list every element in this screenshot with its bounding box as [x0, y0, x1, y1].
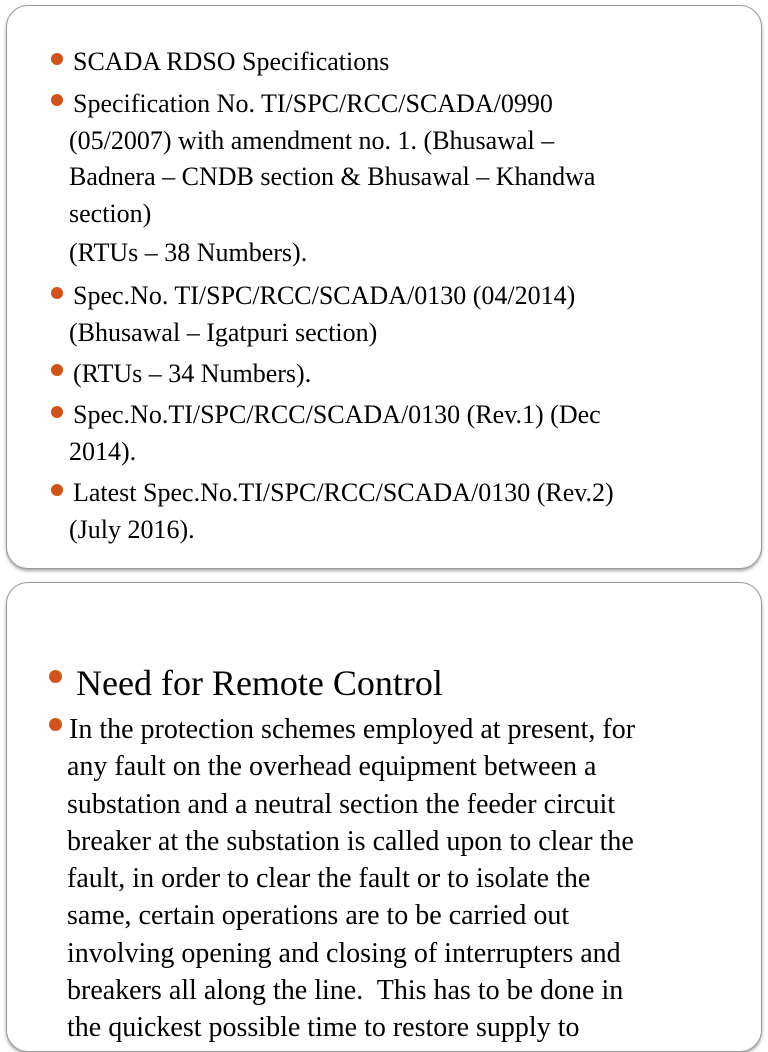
bullet-6-line-2: (July 2016). — [69, 514, 195, 544]
bullet-dot-icon — [51, 406, 63, 418]
bullet-dot-icon — [51, 364, 63, 376]
bullet-6-line-1: Latest Spec.No.TI/SPC/RCC/SCADA/0130 (Rev.2) — [73, 478, 614, 507]
paragraph-line-8: breakers all along the line. This has to be done in — [67, 975, 624, 1007]
bullet-5-text — [69, 397, 601, 470]
slide-1-panel — [6, 5, 762, 569]
bullet-2-text — [69, 86, 595, 232]
bullet-dot-icon — [51, 287, 63, 299]
paragraph-line-5: fault, in order to clear the fault or to isolate the — [67, 863, 591, 895]
bullet-5-line-1: Spec.No.TI/SPC/RCC/SCADA/0130 (Rev.1) (Dec — [73, 400, 601, 429]
bullet-5-line-2: 2014). — [69, 436, 137, 466]
slide-2-heading: Need for Remote Control — [76, 663, 443, 703]
bullet-2-line-2: (05/2007) with amendment no. 1. (Bhusawal – — [69, 125, 555, 155]
bullet-dot-icon — [51, 94, 63, 106]
bullet-2-line-3: Badnera – CNDB section & Bhusawal – Khandwa — [69, 162, 596, 191]
bullet-dot-icon — [51, 53, 63, 65]
paragraph-line-7: involving opening and closing of interrupters and — [67, 937, 621, 969]
bullet-4-text — [73, 356, 311, 393]
paragraph-line-4: breaker at the substation is called upon to clear the — [67, 825, 634, 857]
rtus-38-line: (RTUs – 38 Numbers). — [69, 238, 308, 267]
paragraph-line-1: In the protection schemes employed at present, for — [69, 714, 636, 745]
paragraph-line-3: substation and a neutral section the feeder circuit — [67, 788, 616, 820]
bullet-dot-icon — [49, 670, 62, 683]
slide-2-paragraph — [67, 711, 635, 1047]
slide-2-panel — [6, 582, 762, 1052]
bullet-6-text — [69, 475, 614, 548]
bullet-3-line-2: (Bhusawal – Igatpuri section) — [69, 317, 378, 347]
bullet-dot-icon — [49, 718, 62, 731]
bullet-1-text — [73, 44, 389, 81]
bullet-dot-icon — [51, 484, 63, 496]
bullet-4-line-1: (RTUs – 34 Numbers). — [73, 359, 312, 388]
paragraph-line-9: the quickest possible time to restore supply to — [67, 1012, 580, 1044]
paragraph-line-6: same, certain operations are to be carried out — [67, 900, 570, 932]
bullet-3-line-1: Spec.No. TI/SPC/RCC/SCADA/0130 (04/2014) — [73, 281, 576, 310]
bullet-3-text — [69, 278, 575, 351]
bullet-1-line-1: SCADA RDSO Specifications — [73, 47, 390, 76]
paragraph-line-2: any fault on the overhead equipment between a — [67, 751, 597, 783]
bullet-2-line-1: Specification No. TI/SPC/RCC/SCADA/0990 — [73, 89, 553, 118]
bullet-2-continuation — [69, 235, 307, 272]
bullet-2-line-4: section) — [69, 198, 152, 228]
